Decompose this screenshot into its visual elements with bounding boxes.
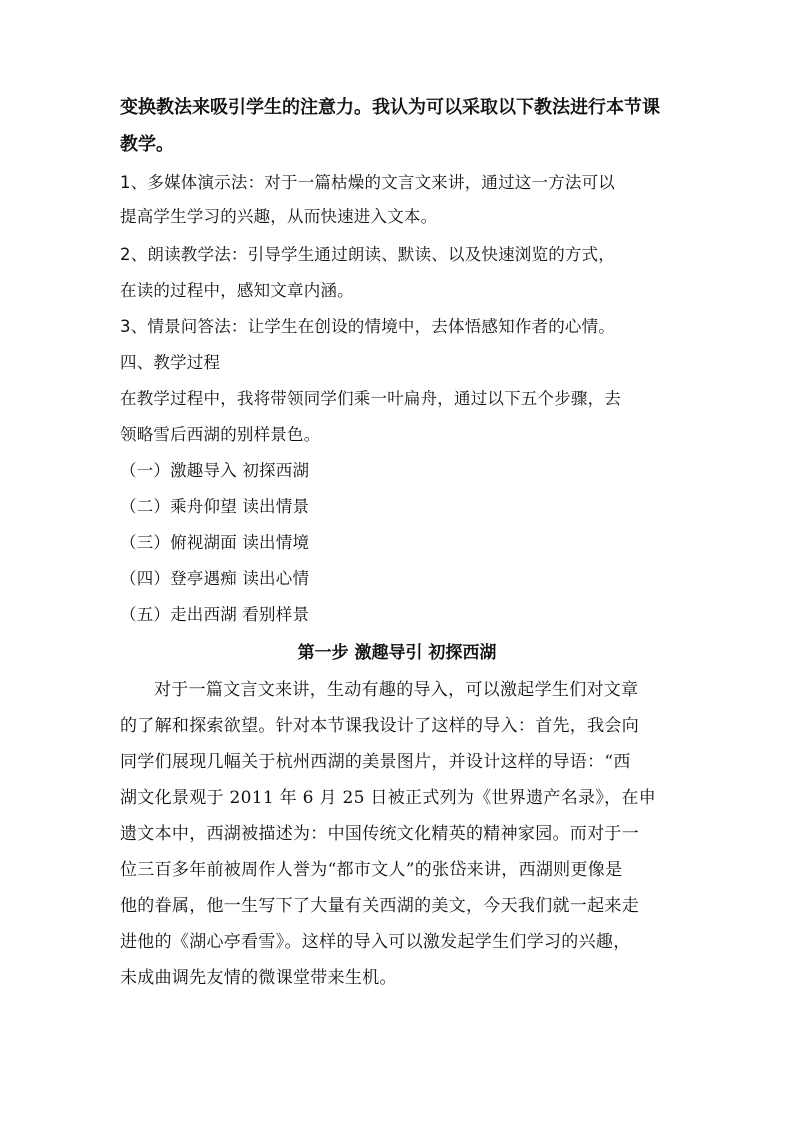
step-item: （一）激趣导入 初探西湖 — [120, 461, 310, 480]
paragraph-line: 的了解和探索欲望。针对本节课我设计了这样的导入：首先，我会向 — [120, 716, 639, 736]
list-item: 1、多媒体演示法：对于一篇枯燥的文言文来讲，通过这一方法可以 — [120, 173, 615, 192]
list-item: 2、朗读教学法：引导学生通过朗读、默读、以及快速浏览的方式， — [120, 245, 615, 264]
paragraph-line: 进他的《湖心亭看雪》。这样的导入可以激发起学生们学习的兴趣， — [120, 932, 631, 952]
step-item: （四）登亭遇痴 读出心情 — [120, 569, 310, 588]
paragraph-line: 他的眷属，他一生写下了大量有关西湖的美文，今天我们就一起来走 — [120, 896, 639, 916]
paragraph-line: 领略雪后西湖的别样景色。 — [120, 425, 321, 444]
paragraph-line: 位三百多年前被周作人誉为“都市文人”的张岱来讲，西湖则更像是 — [120, 860, 623, 880]
step-item: （二）乘舟仰望 读出情景 — [120, 497, 310, 516]
step-item: （三）俯视湖面 读出情境 — [120, 533, 310, 552]
list-item-continuation: 提高学生学习的兴趣，从而快速进入文本。 — [120, 207, 438, 226]
paragraph-line: 湖文化景观于 2011 年 6 月 25 日被正式列为《世界遗产名录》，在申 — [120, 788, 657, 808]
step-item: （五）走出西湖 看别样景 — [120, 605, 310, 624]
list-item-continuation: 在读的过程中，感知文章内涵。 — [120, 281, 354, 300]
list-item: 3、情景问答法：让学生在创设的情境中，去体悟感知作者的心情。 — [120, 317, 615, 336]
step-heading: 第一步 激趣导引 初探西湖 — [297, 643, 497, 663]
paragraph-line: 同学们展现几幅关于杭州西湖的美景图片，并设计这样的导语：“西 — [120, 752, 631, 772]
paragraph-line: 对于一篇文言文来讲，生动有趣的导入，可以激起学生们对文章 — [154, 680, 639, 700]
paragraph-line: 变换教法来吸引学生的注意力。我认为可以采取以下教法进行本节课 — [120, 97, 660, 118]
section-heading: 四、教学过程 — [120, 353, 221, 372]
paragraph-line: 未成曲调先友情的微课堂带来生机。 — [120, 968, 397, 988]
paragraph-line: 在教学过程中，我将带领同学们乘一叶扁舟，通过以下五个步骤，去 — [120, 389, 621, 408]
paragraph-line: 教学。 — [120, 134, 174, 155]
paragraph-line: 遗文本中，西湖被描述为：中国传统文化精英的精神家园。而对于一 — [120, 824, 639, 844]
